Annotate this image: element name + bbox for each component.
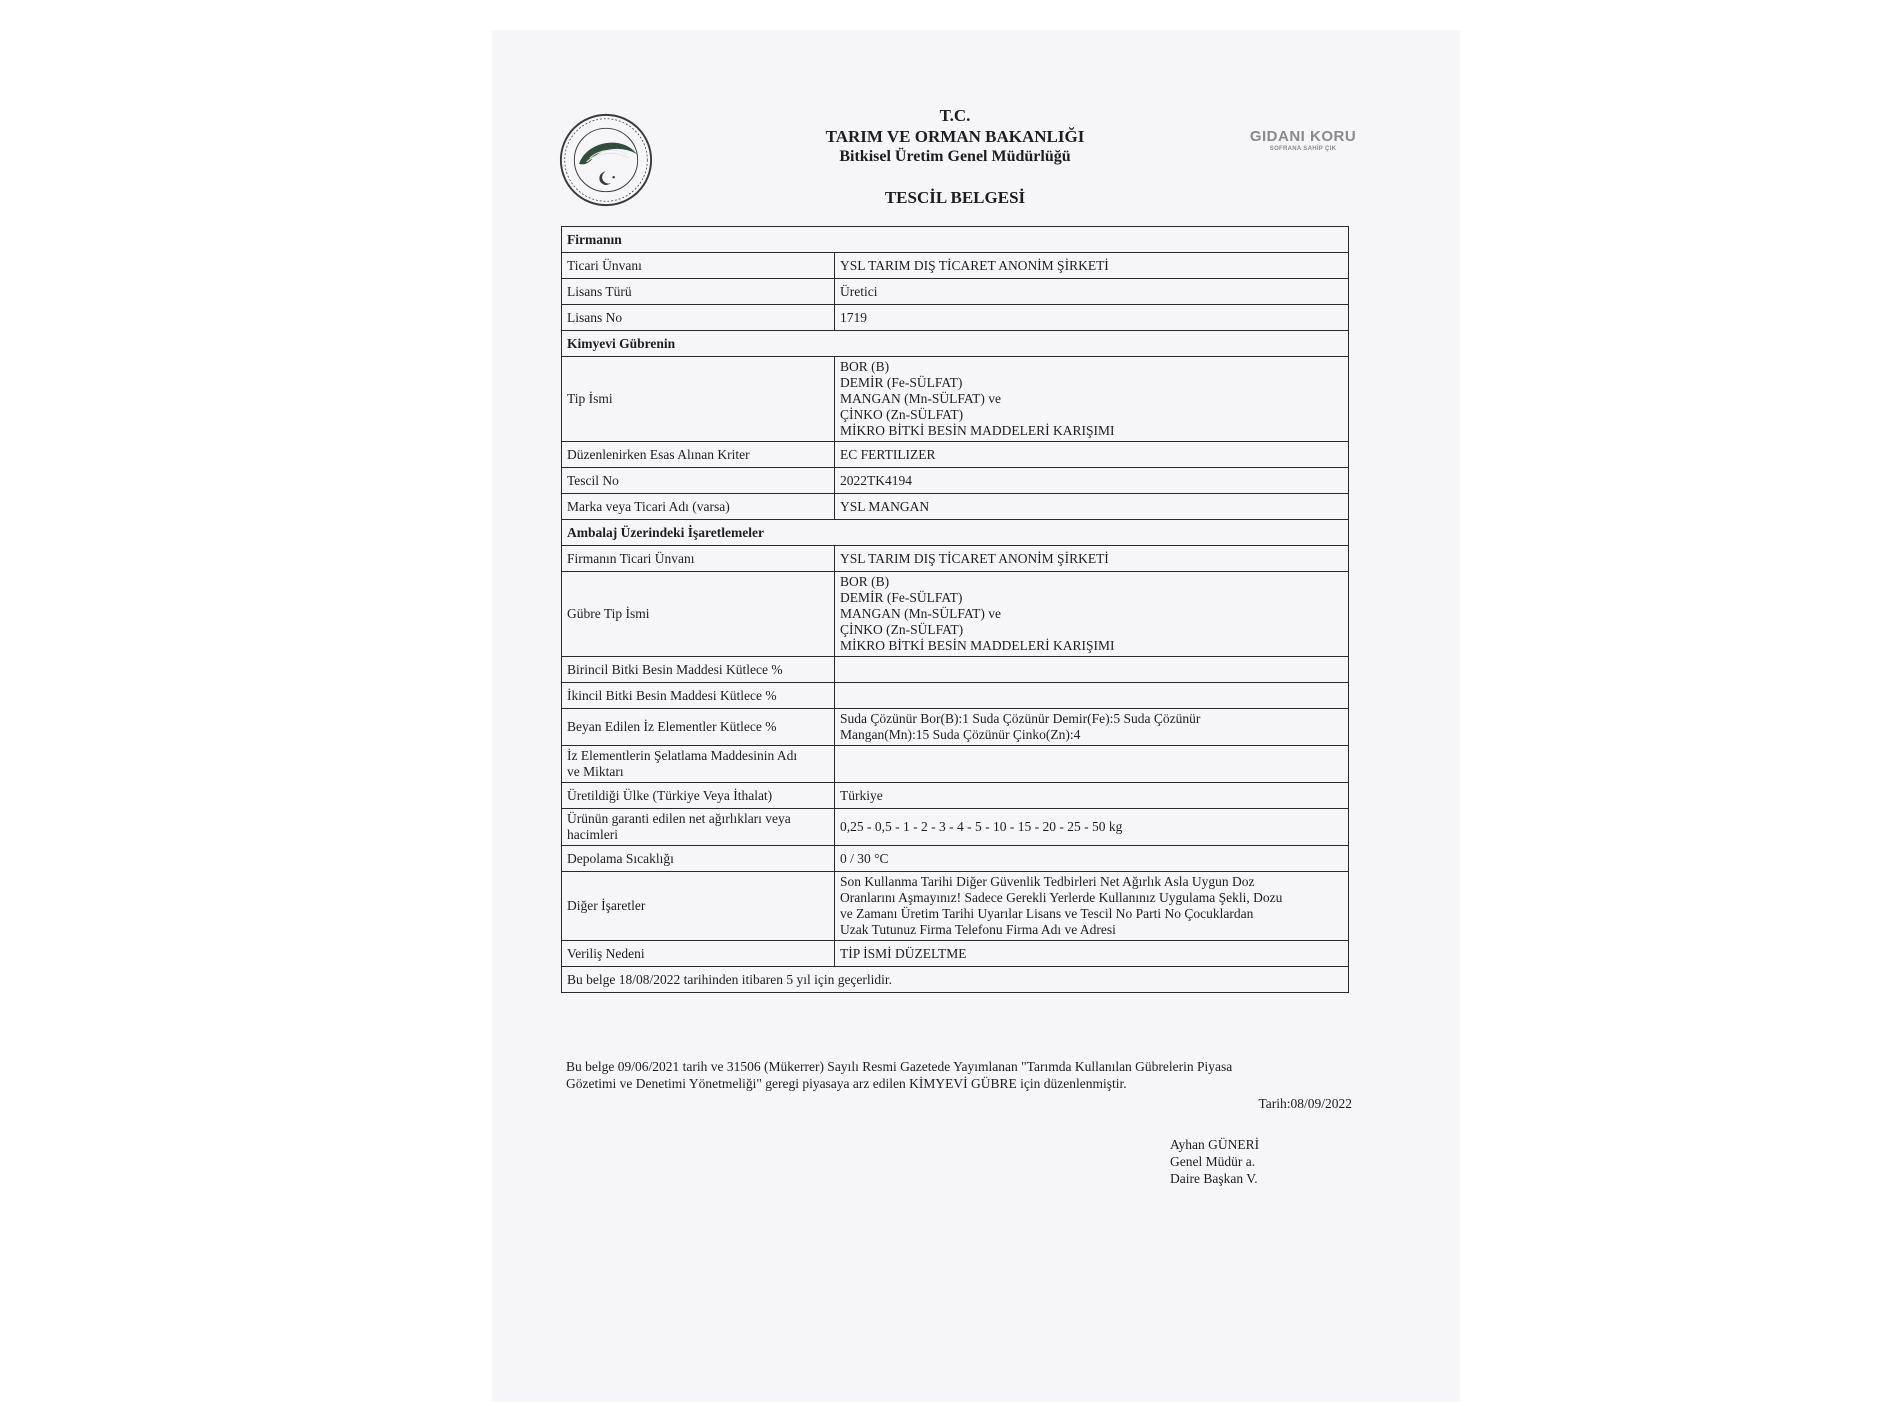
value-line: Oranlarını Aşmayınız! Sadece Gerekli Yerlerde Kullanınız Uygulama Şekli, Dozu [840, 890, 1283, 905]
field-value: EC FERTILIZER [835, 442, 1349, 468]
header-ministry: TARIM VE ORMAN BAKANLIĞI [825, 127, 1085, 146]
field-value: YSL MANGAN [835, 494, 1349, 520]
issue-date: Tarih:08/09/2022 [1258, 1096, 1352, 1111]
value-line: ÇİNKO (Zn-SÜLFAT) [840, 407, 964, 422]
field-value [835, 709, 1349, 746]
field-value [835, 657, 1349, 683]
header-tc: T.C. [939, 106, 971, 125]
signatory-title: Daire Başkan V. [1170, 1171, 1258, 1186]
page-title: TESCİL BELGESİ [884, 188, 1026, 207]
table-row [562, 253, 1349, 279]
table-row [562, 872, 1349, 941]
value-line: Mangan(Mn):15 Suda Çözünür Çinko(Zn):4 [840, 727, 1081, 742]
value-line: BOR (B) [840, 359, 890, 374]
field-label: Tescil No [562, 468, 835, 494]
field-label: Lisans Türü [562, 279, 835, 305]
basis-line: Gözetimi ve Denetimi Yönetmeliği" geregi piyasaya arz edilen KİMYEVİ GÜBRE için düzenlenmiştir. [566, 1076, 1127, 1091]
value-line: DEMİR (Fe-SÜLFAT) [840, 590, 963, 605]
table-row [562, 846, 1349, 872]
field-label: Marka veya Ticari Adı (varsa) [562, 494, 835, 520]
field-value: Üretici [835, 279, 1349, 305]
field-label [562, 809, 835, 846]
signatory-name: Ayhan GÜNERİ [1170, 1137, 1260, 1152]
value-line: MANGAN (Mn-SÜLFAT) ve [840, 391, 1001, 406]
field-value: YSL TARIM DIŞ TİCARET ANONİM ŞİRKETİ [835, 253, 1349, 279]
table-row [562, 546, 1349, 572]
table-row [562, 809, 1349, 846]
field-value [835, 572, 1349, 657]
field-label: İkincil Bitki Besin Maddesi Kütlece % [562, 683, 835, 709]
section-header-packaging: Ambalaj Üzerindeki İşaretlemeler [562, 520, 1349, 546]
brand-tagline: SOFRANA SAHİP ÇIK [1269, 146, 1337, 152]
field-label: Ticari Ünvanı [562, 253, 835, 279]
field-label: Tip İsmi [562, 357, 835, 442]
field-label: Beyan Edilen İz Elementler Kütlece % [562, 709, 835, 746]
value-line: ÇİNKO (Zn-SÜLFAT) [840, 622, 964, 637]
value-line: Son Kullanma Tarihi Diğer Güvenlik Tedbirleri Net Ağırlık Asla Uygun Doz [840, 874, 1255, 889]
registration-table [561, 226, 1349, 993]
value-line: Uzak Tutunuz Firma Telefonu Firma Adı ve Adresi [840, 922, 1116, 937]
field-value [835, 357, 1349, 442]
table-row [562, 783, 1349, 809]
label-line: Ürünün garanti edilen net ağırlıkları veya [567, 811, 791, 826]
field-label: Lisans No [562, 305, 835, 331]
table-row [562, 746, 1349, 783]
brand-logo [1248, 128, 1358, 152]
validity-statement: Bu belge 18/08/2022 tarihinden itibaren 5 yıl için geçerlidir. [562, 967, 1349, 993]
signatory-title: Genel Müdür a. [1170, 1154, 1256, 1169]
table-row [562, 709, 1349, 746]
field-label: Firmanın Ticari Ünvanı [562, 546, 835, 572]
field-value: YSL TARIM DIŞ TİCARET ANONİM ŞİRKETİ [835, 546, 1349, 572]
label-line: ve Miktarı [567, 764, 624, 779]
basis-line: Bu belge 09/06/2021 tarih ve 31506 (Mükerrer) Sayılı Resmi Gazetede Yayımlanan "Tarımda Kullanılan Gübrelerin Piyasa [566, 1059, 1233, 1074]
field-label: Gübre Tip İsmi [562, 572, 835, 657]
table-row [562, 657, 1349, 683]
field-value [835, 872, 1349, 941]
field-value: 2022TK4194 [835, 468, 1349, 494]
value-line: MİKRO BİTKİ BESİN MADDELERİ KARIŞIMI [840, 423, 1115, 438]
field-label: Veriliş Nedeni [562, 941, 835, 967]
field-value [835, 746, 1349, 783]
value-line: MİKRO BİTKİ BESİN MADDELERİ KARIŞIMI [840, 638, 1115, 653]
legal-basis-note [566, 1058, 1356, 1092]
section-header-fertilizer: Kimyevi Gübrenin [562, 331, 1349, 357]
field-value: 1719 [835, 305, 1349, 331]
value-line: Suda Çözünür Bor(B):1 Suda Çözünür Demir(Fe):5 Suda Çözünür [840, 711, 1201, 726]
value-line: ve Zamanı Üretim Tarihi Uyarılar Lisans ve Tescil No Parti No Çocuklardan [840, 906, 1254, 921]
brand-name: GIDANI KORU [1249, 128, 1357, 145]
field-label: Depolama Sıcaklığı [562, 846, 835, 872]
field-value: Türkiye [835, 783, 1349, 809]
document-header [800, 106, 1110, 167]
section-header-firm: Firmanın [562, 227, 1349, 253]
label-line: İz Elementlerin Şelatlama Maddesinin Adı [567, 748, 798, 763]
value-line: MANGAN (Mn-SÜLFAT) ve [840, 606, 1001, 621]
label-line: hacimleri [567, 827, 618, 842]
table-row [562, 941, 1349, 967]
table-row [562, 279, 1349, 305]
header-directorate: Bitkisel Üretim Genel Müdürlüğü [839, 148, 1071, 165]
table-row [562, 305, 1349, 331]
field-label [562, 746, 835, 783]
table-row [562, 494, 1349, 520]
table-row [562, 572, 1349, 657]
value-line: BOR (B) [840, 574, 890, 589]
table-row [562, 468, 1349, 494]
table-row [562, 442, 1349, 468]
field-label: Birincil Bitki Besin Maddesi Kütlece % [562, 657, 835, 683]
ministry-seal-logo [558, 112, 654, 208]
field-value: TİP İSMİ DÜZELTME [835, 941, 1349, 967]
field-label: Düzenlenirken Esas Alınan Kriter [562, 442, 835, 468]
field-value: 0 / 30 °C [835, 846, 1349, 872]
field-label: Üretildiği Ülke (Türkiye Veya İthalat) [562, 783, 835, 809]
value-line: DEMİR (Fe-SÜLFAT) [840, 375, 963, 390]
table-row [562, 683, 1349, 709]
field-value [835, 683, 1349, 709]
field-label: Diğer İşaretler [562, 872, 835, 941]
table-row [562, 357, 1349, 442]
signature-block [1170, 1136, 1259, 1187]
field-value: 0,25 - 0,5 - 1 - 2 - 3 - 4 - 5 - 10 - 15 - 20 - 25 - 50 kg [835, 809, 1349, 846]
